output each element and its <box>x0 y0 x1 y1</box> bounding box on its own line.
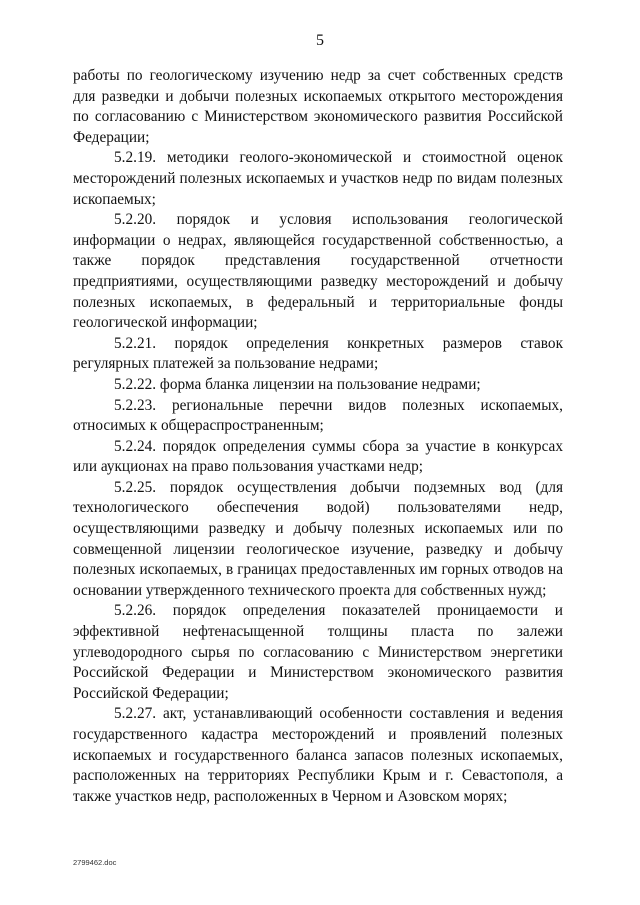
clause-number: 5.2.25. <box>114 478 157 496</box>
clause-text: методики геолого-экономической и стоимостной оценок месторождений полезных ископаемых и участков недр по видам полезных ископаемых; <box>73 149 563 208</box>
paragraph-text: работы по геологическому изучению недр за счет собственных средств для разведки и добычи полезных ископаемых открытого месторождения по согласованию с Министерством экономического развития Российской Федерации; <box>73 67 563 146</box>
clause-5-2-25 <box>73 478 563 602</box>
page-number: 5 <box>316 32 324 49</box>
clause-number: 5.2.19. <box>114 149 157 167</box>
clause-number: 5.2.21. <box>114 334 157 352</box>
clause-text: региональные перечни видов полезных ископаемых, относимых к общераспространенным; <box>73 396 563 435</box>
clause-number: 5.2.22. <box>114 375 157 393</box>
clause-text: порядок определения показателей проницаемости и эффективной нефтенасыщенной толщины пласта по залежи углеводородного сырья по согласованию с Министерством энергетики Российской Федерации и Министерством экономического развития Российской Федерации; <box>73 602 563 702</box>
clause-text: форма бланка лицензии на пользование недрами; <box>159 375 481 393</box>
clause-5-2-19 <box>73 148 563 210</box>
clause-5-2-23 <box>73 396 563 437</box>
clause-number: 5.2.23. <box>114 396 157 414</box>
clause-text: порядок определения конкретных размеров ставок регулярных платежей за пользование недрами; <box>73 334 563 373</box>
clause-text: порядок осуществления добычи подземных вод (для технологического обеспечения водой) пользователями недр, осуществляющими разведку и добычу полезных ископаемых или по совмещенной лицензии геологическое изучение, разведку и добычу полезных ископаемых, в границах предоставленных им горных отводов на основании утвержденного технического проекта для собственных нужд; <box>73 478 564 599</box>
clause-number: 5.2.26. <box>114 602 157 620</box>
clause-5-2-27 <box>73 704 563 807</box>
clause-5-2-21 <box>73 334 563 375</box>
clause-text: акт, устанавливающий особенности составления и ведения государственного кадастра месторождений и проявлений полезных ископаемых и государственного баланса запасов полезных ископаемых, расположенных на территориях Республики Крым и г. Севастополя, а также участков недр, расположенных в Черном и Азовском морях; <box>73 705 563 805</box>
clause-5-2-22 <box>73 375 563 396</box>
clause-5-2-24 <box>73 437 563 478</box>
clause-5-2-26 <box>73 601 563 704</box>
clause-text: порядок определения суммы сбора за участие в конкурсах или аукционах на право пользования участками недр; <box>73 437 563 476</box>
clause-number: 5.2.20. <box>114 211 157 229</box>
document-body <box>73 66 563 807</box>
clause-number: 5.2.24. <box>114 437 157 455</box>
clause-5-2-20 <box>73 210 563 334</box>
document-file-id: 2799462.doc <box>73 858 117 867</box>
paragraph-continuation <box>73 66 563 148</box>
clause-number: 5.2.27. <box>114 705 157 723</box>
clause-text: порядок и условия использования геологической информации о недрах, являющейся государственной собственностью, а также порядок представления государственной отчетности предприятиями, осуществляющими разведку месторождений и добычу полезных ископаемых, в федеральный и территориальные фонды геологической информации; <box>73 211 563 332</box>
